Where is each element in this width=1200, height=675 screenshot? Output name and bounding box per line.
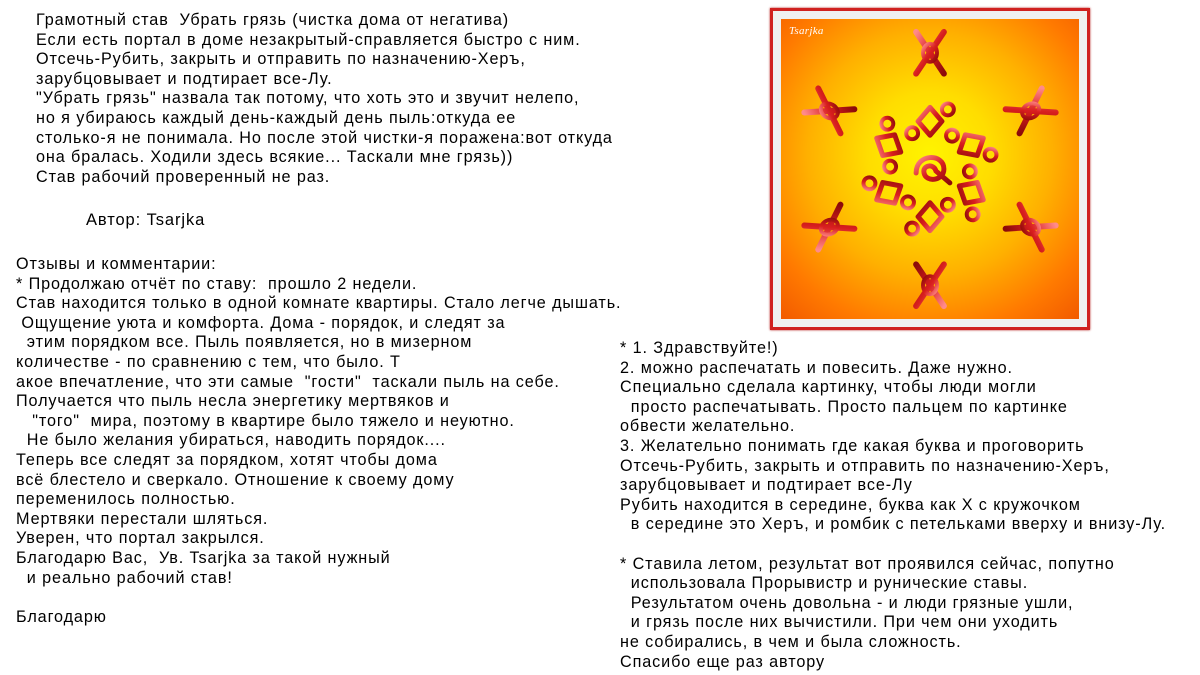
rune-stav-image (770, 8, 1090, 330)
comment-line: * 1. Здравствуйте!) (620, 339, 779, 357)
intro-line: Если есть портал в доме незакрытый-справляется быстро с ним. (36, 30, 581, 49)
comment-line: в середине это Херъ, и ромбик с петельками вверху и внизу-Лу. (620, 515, 1167, 534)
intro-line: Став рабочий проверенный не раз. (36, 167, 331, 186)
review-line: Став находится только в одной комнате квартиры. Стало легче дышать. (16, 294, 622, 313)
review-line: Получается что пыль несла энергетику мертвяков и (16, 392, 450, 411)
review-line: количестве - по сравнению с тем, что было. Т (16, 352, 401, 371)
intro-line: столько-я не понимала. Но после этой чистки-я поражена:вот откуда (36, 128, 613, 147)
review-line: Уверен, что портал закрылся. (16, 529, 265, 548)
comment-line: * Ставила летом, результат вот проявился сейчас, попутно (620, 554, 1115, 573)
review-line: "того" мира, поэтому в квартире было тяжело и неуютно. (16, 411, 515, 430)
reviews-text (16, 255, 621, 627)
review-line: Ощущение уюта и комфорта. Дома - порядок, и следят за (16, 313, 506, 332)
comment-line: обвести желательно. (620, 417, 796, 436)
comment-line: Отсечь-Рубить, закрыть и отправить по назначению-Херъ, (620, 456, 1110, 475)
review-line: переменилось полностью. (16, 490, 236, 509)
comment-line: и грязь после них вычистили. При чем они уходить (620, 613, 1059, 632)
intro-text (36, 11, 613, 187)
intro-line: зарубцовывает и подтирает все-Лу. (36, 69, 333, 88)
review-line: акое впечатление, что эти самые "гости" таскали пыль на себе. (16, 372, 560, 391)
comment-line: 2. можно распечатать и повесить. Даже нужно. (620, 358, 1013, 377)
review-line: Не было желания убираться, наводить порядок.... (16, 431, 446, 450)
intro-line: "Убрать грязь" назвала так потому, что хоть это и звучит нелепо, (36, 89, 580, 108)
comment-line: Спасибо еще раз автору (620, 652, 825, 671)
review-line: и реально рабочий став! (16, 568, 233, 587)
review-line: Благодарю Вас, Ув. Tsarjka за такой нужный (16, 548, 391, 567)
comment-line: 3. Желательно понимать где какая буква и проговорить (620, 436, 1085, 455)
review-line: Отзывы и комментарии: (16, 255, 217, 273)
rune-stav-graphic (781, 19, 1079, 319)
review-line: этим порядком все. Пыль появляется, но в мизерном (16, 333, 473, 352)
review-line (16, 588, 621, 608)
watermark: Tsarjka (789, 25, 824, 37)
review-line: Благодарю (16, 607, 107, 626)
author-line (86, 211, 205, 231)
comment-line: зарубцовывает и подтирает все-Лу (620, 476, 913, 495)
intro-line: Отсечь-Рубить, закрыть и отправить по назначению-Херъ, (36, 50, 526, 69)
author-label: Автор: Tsarjka (86, 211, 206, 229)
comment-line: Специально сделала картинку, чтобы люди могли (620, 378, 1037, 397)
rune-arms (799, 32, 1060, 306)
intro-line: она бралась. Ходили здесь всякие... Таскали мне грязь)) (36, 148, 514, 167)
comment-line: Рубить находится в середине, буква как Х с кружочком (620, 495, 1081, 514)
comment-line: просто распечатывать. Просто пальцем по картинке (620, 397, 1068, 416)
comment-line: не собирались, в чем и была сложность. (620, 632, 962, 651)
comment-line: использовала Прорывистр и рунические ставы. (620, 574, 1029, 593)
center-rune (916, 158, 950, 183)
review-line: Теперь все следят за порядком, хотят чтобы дома (16, 450, 438, 469)
intro-line: Грамотный став Убрать грязь (чистка дома от негатива) (36, 11, 510, 29)
comment-line (620, 535, 1166, 555)
comment-line: Результатом очень довольна - и люди грязные ушли, (620, 593, 1074, 612)
review-line: * Продолжаю отчёт по ставу: прошло 2 недели. (16, 274, 418, 293)
intro-line: но я убираюсь каждый день-каждый день пыль:откуда ее (36, 108, 517, 127)
review-line: всё блестело и сверкало. Отношение к своему дому (16, 470, 455, 489)
comments-text (620, 339, 1166, 672)
rune-stav-background (781, 19, 1079, 319)
review-line: Мертвяки перестали шляться. (16, 509, 269, 528)
